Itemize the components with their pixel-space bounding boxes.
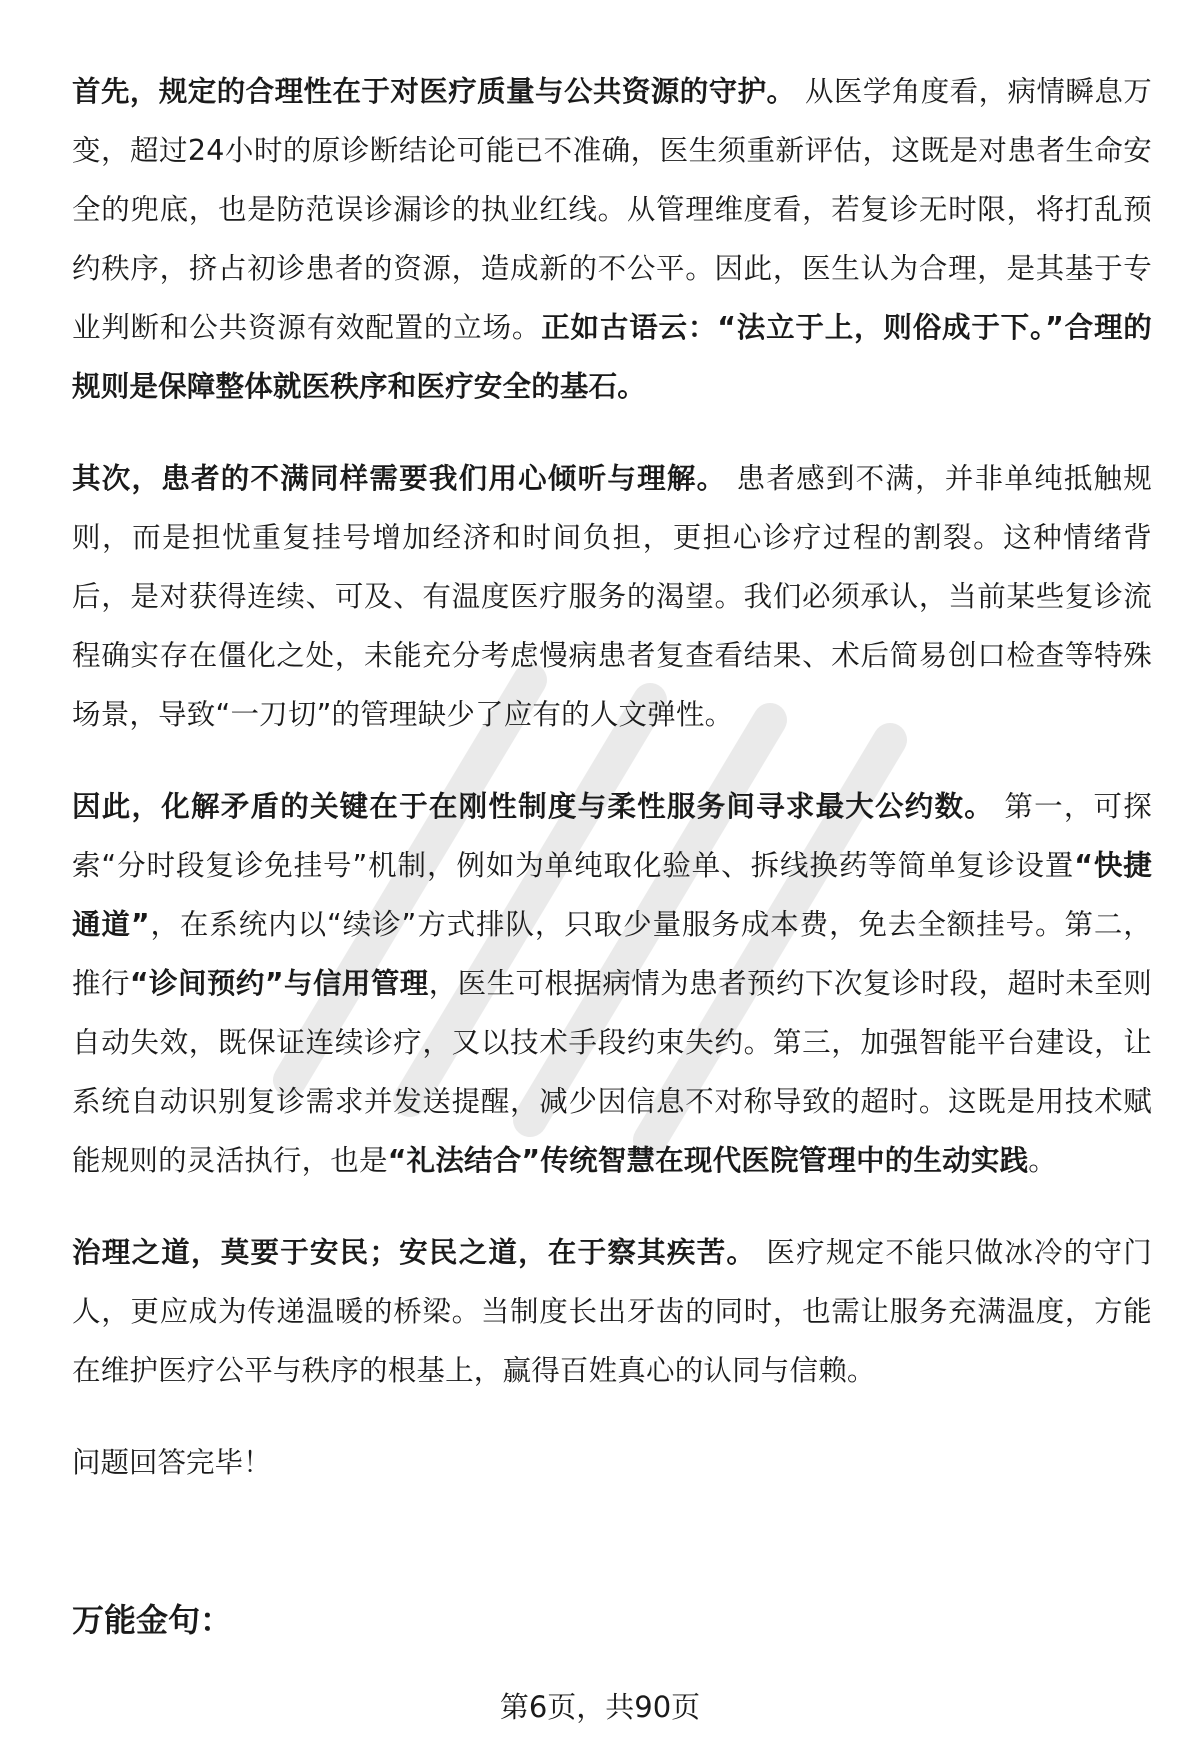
bold-text-segment: “快捷通道”	[72, 849, 1152, 941]
page-number: 第6页，共90页	[499, 1690, 701, 1724]
paragraph-3	[72, 777, 1152, 1190]
section-heading: 万能金句：	[72, 1601, 233, 1639]
text-segment: ，医生可根据病情为患者预约下次复诊时段，超时未至则自动失效，既保证连续诊疗，又以技术手段约束失约。第三，加强智能平台建设，让系统自动识别复诊需求并发送提醒，减少因信息不对称导致的超时。这既是用技术赋能规则的灵活执行，也是	[72, 967, 1152, 1177]
text-segment: ，在系统内以“续诊”方式排队，只取少量服务成本费，免去全额挂号。第二，推行	[72, 908, 1152, 1000]
bold-text-segment: 因此，化解矛盾的关键在于在刚性制度与柔性服务间寻求最大公约数。	[72, 790, 995, 823]
closing-line: 问题回答完毕！	[72, 1446, 272, 1479]
bold-text-segment: 治理之道，莫要于安民；安民之道，在于察其疾苦。	[72, 1236, 757, 1269]
paragraph-1	[72, 62, 1152, 416]
paragraph-4	[72, 1223, 1152, 1400]
text-segment: 。	[1028, 1144, 1057, 1177]
bold-text-segment: 其次，患者的不满同样需要我们用心倾听与理解。	[72, 462, 727, 495]
text-segment: 患者感到不满，并非单纯抵触规则，而是担忧重复挂号增加经济和时间负担，更担心诊疗过程的割裂。这种情绪背后，是对获得连续、可及、有温度医疗服务的渴望。我们必须承认，当前某些复诊流程确实存在僵化之处，未能充分考虑慢病患者复查看结果、术后简易创口检查等特殊场景，导致“一刀切”的管理缺少了应有的人文弹性。	[72, 462, 1152, 731]
text-segment: 医疗规定不能只做冰冷的守门人，更应成为传递温暖的桥梁。当制度长出牙齿的同时，也需让服务充满温度，方能在维护医疗公平与秩序的根基上，赢得百姓真心的认同与信赖。	[72, 1236, 1152, 1387]
bold-text-segment: 首先，规定的合理性在于对医疗质量与公共资源的守护。	[72, 75, 796, 108]
bold-text-segment: “礼法结合”传统智慧在现代医院管理中的生动实践	[387, 1144, 1029, 1177]
text-segment: 第一，可探索“分时段复诊免挂号”机制，例如为单纯取化验单、拆线换药等简单复诊设置	[72, 790, 1153, 882]
text-segment: 从医学角度看，病情瞬息万变，超过24小时的原诊断结论可能已不准确，医生须重新评估，这既是对患者生命安全的兜底，也是防范误诊漏诊的执业红线。从管理维度看，若复诊无时限，将打乱预约秩序，挤占初诊患者的资源，造成新的不公平。因此，医生认为合理，是其基于专业判断和公共资源有效配置的立场。	[72, 75, 1152, 344]
bold-text-segment: 正如古语云：“法立于上，则俗成于下。”合理的规则是保障整体就医秩序和医疗安全的基石。	[72, 311, 1152, 403]
document-body	[72, 62, 1152, 1492]
bold-text-segment: “诊间预约”与信用管理	[129, 967, 429, 1000]
paragraph-2	[72, 449, 1152, 744]
